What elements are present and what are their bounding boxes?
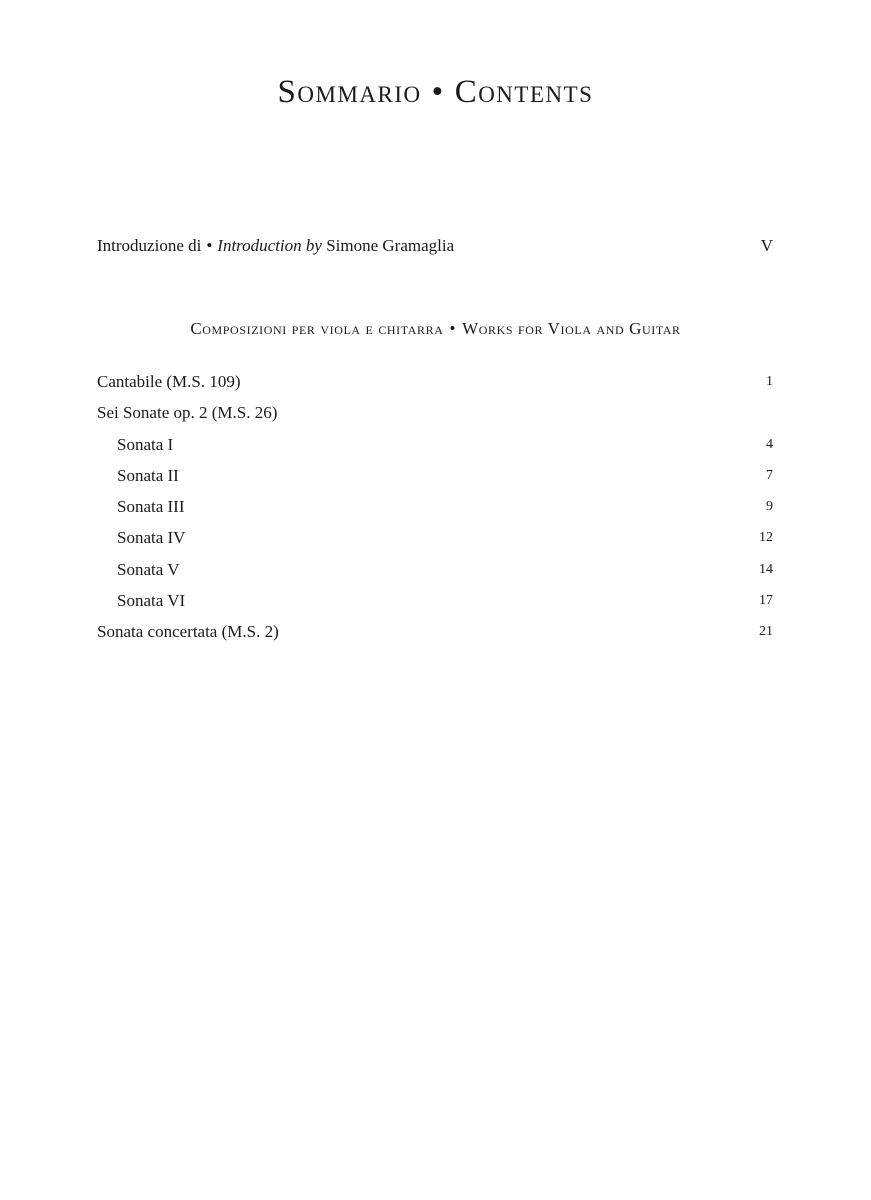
toc-entry-sonata-4[interactable]	[97, 526, 773, 550]
toc-entry-sonata-concertata[interactable]	[97, 620, 773, 644]
section-heading-separator: •	[449, 319, 457, 338]
title-separator: •	[431, 74, 445, 110]
toc-entry-introduction[interactable]	[97, 234, 773, 258]
introduction-label	[97, 234, 454, 258]
toc-entry-sonata-1[interactable]	[97, 433, 773, 457]
entry-page-number: 9	[766, 499, 773, 514]
entry-page-number: 4	[766, 437, 773, 452]
page-title	[0, 72, 871, 112]
entry-label: Sonata VI	[117, 591, 186, 610]
introduction-separator: •	[206, 236, 213, 255]
entry-label: Sonata IV	[117, 528, 186, 547]
toc-entry-cantabile[interactable]	[97, 370, 773, 394]
entry-label: Sonata concertata (M.S. 2)	[97, 622, 279, 641]
introduction-label-italian: Introduzione di	[97, 236, 202, 255]
introduction-author: Simone Gramaglia	[326, 236, 455, 255]
toc-entry-sei-sonate[interactable]	[97, 401, 773, 425]
title-italian: Sommario	[277, 74, 422, 110]
entry-page-number: 14	[759, 562, 773, 577]
entry-page-number: 1	[766, 374, 773, 389]
toc-entry-sonata-5[interactable]	[97, 558, 773, 582]
section-heading-italian: Composizioni per viola e chitarra	[190, 319, 444, 338]
entry-page-number: 17	[759, 593, 773, 608]
entry-label: Sonata III	[117, 497, 185, 516]
entry-page-number: 7	[766, 468, 773, 483]
section-heading-english: Works for Viola and Guitar	[462, 319, 681, 338]
toc-entry-sonata-6[interactable]	[97, 589, 773, 613]
entry-label: Sei Sonate op. 2 (M.S. 26)	[97, 403, 278, 422]
title-english: Contents	[454, 74, 594, 110]
section-heading	[0, 316, 871, 342]
toc-entry-sonata-3[interactable]	[97, 495, 773, 519]
entry-label: Sonata V	[117, 560, 180, 579]
entry-page-number: 21	[759, 624, 773, 639]
introduction-label-english: Introduction by	[217, 236, 322, 255]
entry-label: Cantabile (M.S. 109)	[97, 372, 241, 391]
entry-label: Sonata II	[117, 466, 179, 485]
entry-page-number: 12	[759, 530, 773, 545]
toc-entry-sonata-2[interactable]	[97, 464, 773, 488]
introduction-page-number: V	[760, 236, 773, 255]
entry-label: Sonata I	[117, 435, 174, 454]
